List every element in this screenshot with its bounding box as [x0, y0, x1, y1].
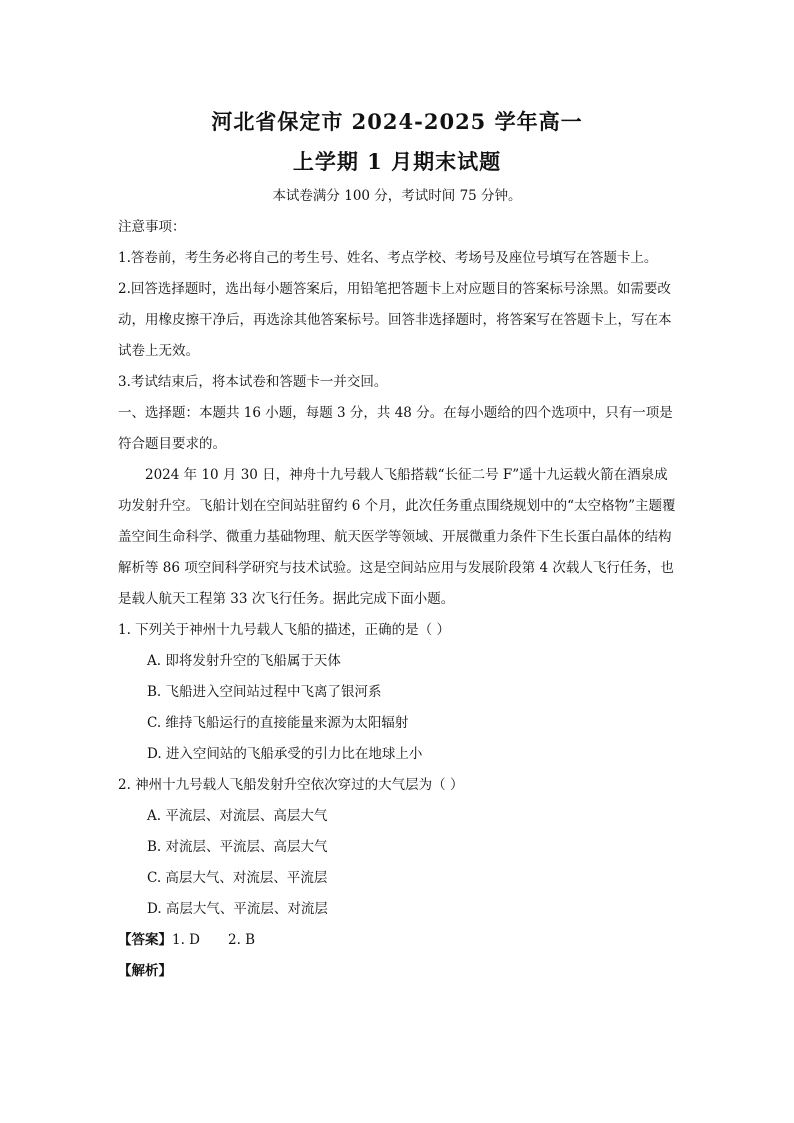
exam-info: 本试卷满分 100 分，考试时间 75 分钟。	[272, 188, 522, 204]
page-title-line2: 上学期 1 月期末试题	[292, 149, 502, 174]
question-2-option-c: C. 高层大气、对流层、平流层	[147, 870, 328, 886]
question-2-stem: 2. 神州十九号载人飞船发射升空依次穿过的大气层为（ ）	[118, 777, 464, 793]
page-title-line1: 河北省保定市 2024-2025 学年高一	[211, 109, 583, 134]
question-1-option-a: A. 即将发射升空的飞船属于天体	[147, 653, 341, 669]
question-2-option-a: A. 平流层、对流层、高层大气	[147, 808, 328, 824]
analysis-label: 【解析】	[118, 963, 172, 979]
document-body	[118, 212, 678, 987]
reading-passage: 2024 年 10 月 30 日，神舟十九号载人飞船搭载“长征二号 F”遥十九运载火箭在酒泉成功发射升空。飞船计划在空间站驻留约 6 个月，此次任务重点围绕规划中的“太空格物”主题覆盖空间生命科学、微重力基础物理、航天医学等领域、开展微重力条件下生长蛋白晶体的结构解析等 86 项空间科学研究与技术试验。这是空间站应用与发展阶段第 4 次载人飞行任务，也是载人航天工程第 33 次飞行任务。据此完成下面小题。	[118, 467, 676, 607]
notes-heading: 注意事项：	[118, 219, 186, 235]
question-1-stem: 1. 下列关于神州十九号载人飞船的描述，正确的是（ ）	[118, 622, 450, 638]
notes-item-1: 1.答卷前，考生务必将自己的考生号、姓名、考点学校、考场号及座位号填写在答题卡上。	[118, 250, 658, 266]
answer-label: 【答案】	[118, 932, 172, 948]
question-2-option-d: D. 高层大气、平流层、对流层	[147, 901, 328, 917]
question-1-option-b: B. 飞船进入空间站过程中飞离了银河系	[147, 684, 382, 700]
section-heading: 一、选择题：本题共 16 小题，每题 3 分，共 48 分。在每小题给的四个选项中，只有一项是符合题目要求的。	[118, 405, 673, 452]
answer-q1: 1. D	[172, 932, 200, 948]
notes-item-2: 2.回答选择题时，选出每小题答案后，用铅笔把答题卡上对应题目的答案标号涂黑。如需要改动，用橡皮擦干净后，再选涂其他答案标号。回答非选择题时，将答案写在答题卡上，写在本试卷上无效。	[118, 281, 672, 359]
question-2-option-b: B. 对流层、平流层、高层大气	[147, 839, 328, 855]
answer-line	[118, 925, 678, 956]
question-1-option-d: D. 进入空间站的飞船承受的引力比在地球上小	[147, 746, 423, 762]
question-1-option-c: C. 维持飞船运行的直接能量来源为太阳辐射	[147, 715, 409, 731]
answer-q2: 2. B	[228, 932, 256, 948]
notes-item-3: 3.考试结束后，将本试卷和答题卡一并交回。	[118, 374, 388, 390]
